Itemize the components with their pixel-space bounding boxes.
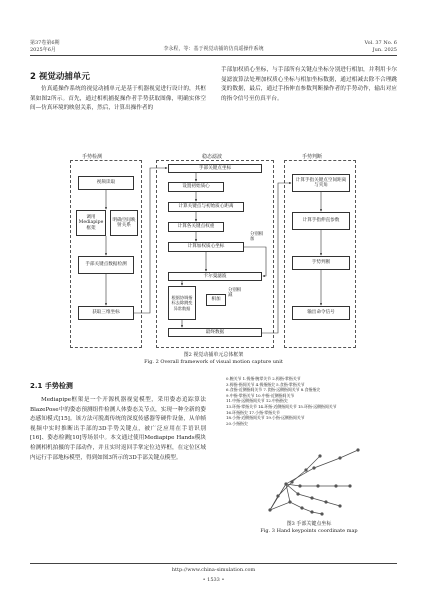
journal-volume-en: Vol. 37 No. 6: [364, 40, 397, 46]
page-number: • 1533 •: [202, 577, 225, 583]
right-column-paragraph: 手部加权质心坐标，与手部所有关键点坐标分别进行相加，并利用卡尔曼滤波算法处理加权质心坐标与相加坐标数据，通过相减去除不合理跳变的数据，最后，通过手指伸直参数判断操作者的手势动作，输出对应的指令信号至仿真平台。: [221, 67, 397, 102]
box-kalman: 卡尔曼滤波: [168, 272, 262, 281]
box-output-signal: 输出命令信号: [292, 306, 350, 320]
legend-line: 3.拇指-指间关节 4.拇指指尖 5.食指-掌指关节: [226, 381, 305, 387]
hand-keypoints-diagram: [240, 428, 380, 516]
box-weighted-centroid: 计算加权质心坐标: [168, 242, 244, 252]
journal-volume: 第37卷第6期: [30, 40, 60, 46]
journal-date: 2025年6月: [30, 47, 56, 53]
panel-title-filter: 稳态滤波: [202, 154, 223, 160]
figure-2: [70, 148, 360, 353]
box-initial-centroid: 设置初始质心: [168, 182, 224, 192]
footer-rule: [30, 563, 397, 564]
figure-2-arrows: [70, 148, 360, 353]
section-2-1-title: 2.1 手势检测: [30, 382, 73, 390]
legend-line: 11.中指-远侧指间关节 12.中指指尖: [226, 398, 288, 404]
section-2-title: 2 视觉动捕单元: [30, 72, 90, 82]
box-finger-distance: 计算手指关键点空间距离与夹角: [292, 174, 350, 192]
header-rule: [30, 55, 397, 56]
figure-3-legend: [226, 376, 396, 426]
box-add: 相加: [206, 294, 226, 306]
running-title: 李永程，等：基于视觉动捕的仿真遥操作系统: [163, 46, 264, 52]
journal-date-en: Jun. 2025: [372, 47, 397, 53]
section-2-1-paragraph: Mediapipe框架是一个开源机器视觉模型，采用姿态追踪算法BlazePose中的姿态预测组件检测人体姿态关节点，实现一种全新的姿态感知模式[15]。该方法可脱离传统的深度传感器等硬件设备，从单帧视频中实时推断出手部的3D手势关键点，被广泛应用在手语识别[16]、姿态检测[10]等场景中。本文通过使用Mediapipe Hands模块检测相机拍摄的手部动作，并且实时返回手掌定位边界框，在定位区域内运行手部地标模型，得到如图3所示的3D手部关键点模型。: [30, 397, 206, 461]
legend-line: 20.小指指尖: [226, 420, 248, 426]
legend-line: 16.环指指尖 17.小指-掌指关节: [226, 409, 280, 415]
box-space-mapping: 明确空间映射关系: [110, 210, 138, 236]
box-mediapipe: 调用Mediapipe框架: [76, 210, 106, 236]
box-finger-straight: 计算手指伸直参数: [292, 212, 350, 230]
box-weight-calc: 计算各关键点权重: [168, 222, 224, 232]
box-distance-calc: 计算关键点与初始质心距离: [168, 202, 244, 212]
box-keypoint-detect: 手部关键点数据检测: [78, 256, 134, 274]
figure-2-caption-cn: 图2 视觉动捕单元总体框架: [183, 352, 244, 358]
label-add-each: 分别相加: [250, 232, 264, 242]
box-final-data: 最终数据: [168, 328, 262, 337]
box-remove-jumps: 根据协调指标去除跳变异常数据: [168, 286, 196, 320]
legend-line: 18.小指-近侧指间关节 19.小指-远侧指间关节: [226, 415, 305, 421]
footer-url: http://www.china-simulation.com: [171, 567, 256, 573]
legend-line: 13.环指-掌指关节 14.环指-近侧指间关节 15.环指-远侧指间关节: [226, 403, 337, 409]
panel-title-judgment: 手势判断: [302, 154, 323, 160]
box-gesture-judge: 手势判断: [292, 256, 350, 270]
box-hand-keypoints: 手部关键点坐标: [168, 164, 262, 173]
figure-3-caption-cn: 图3 手部关键点坐标: [286, 521, 332, 527]
figure-3-caption-en: Fig. 3 Hand keypoints coordinate map: [260, 528, 358, 534]
section-2-paragraph: 仿真遥操作系统的视觉动捕单元是基于机器视觉进行设计的，其框架如图2所示。首先，通过相机捕捉操作者手势获取图像，明确实体空间—仿真环境的映射关系，然后，计算出操作者的: [30, 86, 206, 112]
legend-line: 0.腕关节 1.拇指-腕掌关节 2.拇指-掌指关节: [226, 376, 301, 381]
figure-2-caption-en: Fig. 2 Overall framework of visual motion capture unit: [144, 359, 283, 365]
box-get-3d-coords: 获取三维坐标: [78, 306, 134, 320]
legend-line: 6.食指-近侧指间关节 7.食指-远侧指间关节 8.食指指尖: [226, 387, 321, 393]
label-subtract-each: 分别相减: [228, 288, 242, 298]
legend-line: 9.中指-掌指关节 10.中指-近侧指间关节: [226, 392, 295, 398]
box-video-read: 视频读取: [78, 176, 134, 190]
panel-title-detection: 手势检测: [82, 154, 103, 160]
